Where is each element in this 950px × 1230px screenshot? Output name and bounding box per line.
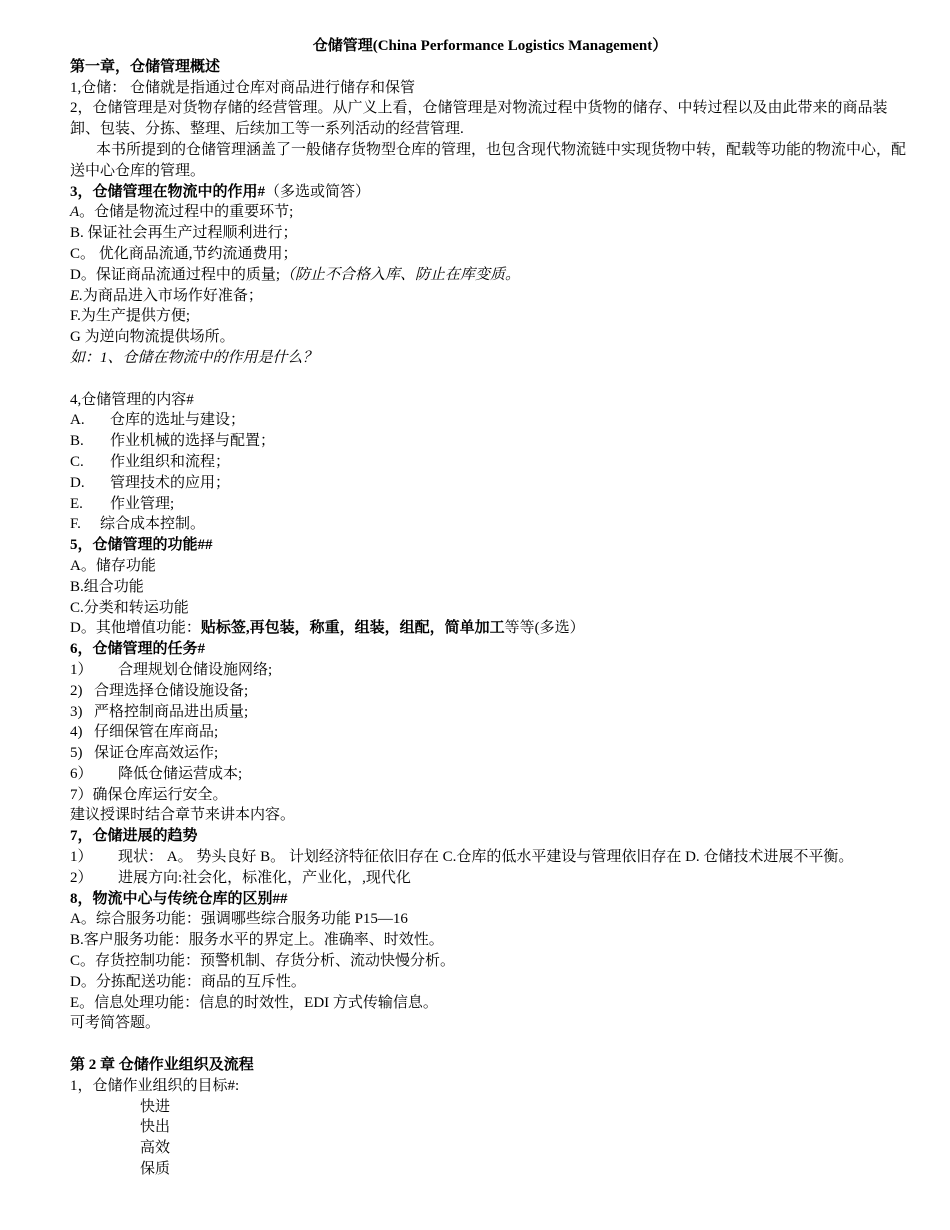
list-item: 1） 合理规划仓储设施网络;	[70, 661, 273, 678]
paragraph: 1,仓储： 仓储就是指通过仓库对商品进行储存和保管	[70, 79, 416, 96]
section-4-heading: 4,仓储管理的内容#	[70, 391, 194, 408]
list-item: 保质	[140, 1161, 171, 1178]
list-item: 1） 现状： A。 势头良好 B。 计划经济特征依旧存在 C.仓库的低水平建设与管理依旧存在 D. 仓储技术进展不平衡。	[70, 849, 854, 866]
list-item: A. 仓库的选址与建设；	[70, 412, 246, 429]
list-item: A。仓储是物流过程中的重要环节;	[70, 204, 294, 221]
paragraph: 2，仓储管理是对货物存储的经营管理。从广义上看，仓储管理是对物流过程中货物的储存、中转过程以及由此带来的商品装卸、包装、分拣、整理、后续加工等一系列活动的经营管理.	[70, 100, 888, 138]
list-item: B. 保证社会再生产过程顺利进行；	[70, 225, 298, 242]
list-item: 4) 仔细保管在库商品;	[70, 724, 219, 741]
list-item: F.为生产提供方便;	[70, 308, 191, 325]
list-item: 2) 合理选择仓储设施设备;	[70, 682, 249, 699]
example-question: 如：1、仓储在物流中的作用是什么？	[70, 349, 318, 366]
list-item: 2） 进展方向:社会化，标准化，产业化，,现代化	[70, 869, 411, 886]
list-item: 3) 严格控制商品进出质量;	[70, 703, 249, 720]
paragraph: 建议授课时结合章节来讲本内容。	[70, 807, 296, 824]
section-7-heading: 7，仓储进展的趋势	[70, 828, 198, 845]
blank-line	[70, 369, 910, 390]
paragraph: 1，仓储作业组织的目标#:	[70, 1077, 240, 1094]
list-item: 快进	[140, 1098, 171, 1115]
list-item: C.分类和转运功能	[70, 599, 189, 616]
section-3-heading: 3，仓储管理在物流中的作用#（多选或简答）	[70, 183, 371, 200]
list-item: 5) 保证仓库高效运作;	[70, 745, 219, 762]
list-item: D。分拣配送功能：商品的互斥性。	[70, 973, 306, 990]
list-item: E.为商品进入市场作好准备；	[70, 287, 263, 304]
list-item: F. 综合成本控制。	[70, 516, 206, 533]
list-item: A。综合服务功能：强调哪些综合服务功能 P15—16	[70, 911, 408, 928]
list-item: D. 管理技术的应用；	[70, 474, 231, 491]
list-item: G 为逆向物流提供场所。	[70, 329, 235, 346]
document-title: 仓储管理(China Performance Logistics Management）	[312, 38, 668, 54]
list-item: D。其他增值功能：贴标签,再包装，称重，组装，组配，简单加工等等(多选）	[70, 620, 585, 637]
list-item: A。储存功能	[70, 557, 156, 574]
section-5-heading: 5，仓储管理的功能##	[70, 537, 213, 554]
list-item: 7）确保仓库运行安全。	[70, 786, 228, 803]
list-item: B.组合功能	[70, 578, 144, 595]
list-item: B. 作业机械的选择与配置；	[70, 433, 276, 450]
list-item: B.客户服务功能：服务水平的界定上。准确率、时效性。	[70, 932, 444, 949]
paragraph: 可考简答题。	[70, 1015, 161, 1032]
blank-line	[70, 1034, 910, 1055]
section-6-heading: 6，仓储管理的任务#	[70, 641, 206, 658]
list-item: 6） 降低仓储运营成本;	[70, 765, 243, 782]
chapter-1-heading: 第一章，仓储管理概述	[70, 58, 221, 75]
list-item: 高效	[140, 1140, 171, 1157]
list-item: C。 优化商品流通,节约流通费用；	[70, 245, 298, 262]
list-item: E. 作业管理;	[70, 495, 175, 512]
document-page	[70, 36, 910, 1180]
list-item: C。存货控制功能：预警机制、存货分析、流动快慢分析。	[70, 953, 456, 970]
section-8-heading: 8，物流中心与传统仓库的区别##	[70, 890, 288, 907]
list-item: E。信息处理功能：信息的时效性，EDI 方式传输信息。	[70, 994, 438, 1011]
list-item: D。保证商品流通过程中的质量;（防止不合格入库、防止在库变质。	[70, 266, 521, 283]
chapter-2-heading: 第 2 章 仓储作业组织及流程	[70, 1057, 254, 1074]
paragraph: 本书所提到的仓储管理涵盖了一般储存货物型仓库的管理，也包含现代物流链中实现货物中转，配载等功能的物流中心，配送中心仓库的管理。	[70, 141, 907, 179]
list-item: C. 作业组织和流程；	[70, 453, 231, 470]
list-item: 快出	[140, 1119, 171, 1136]
